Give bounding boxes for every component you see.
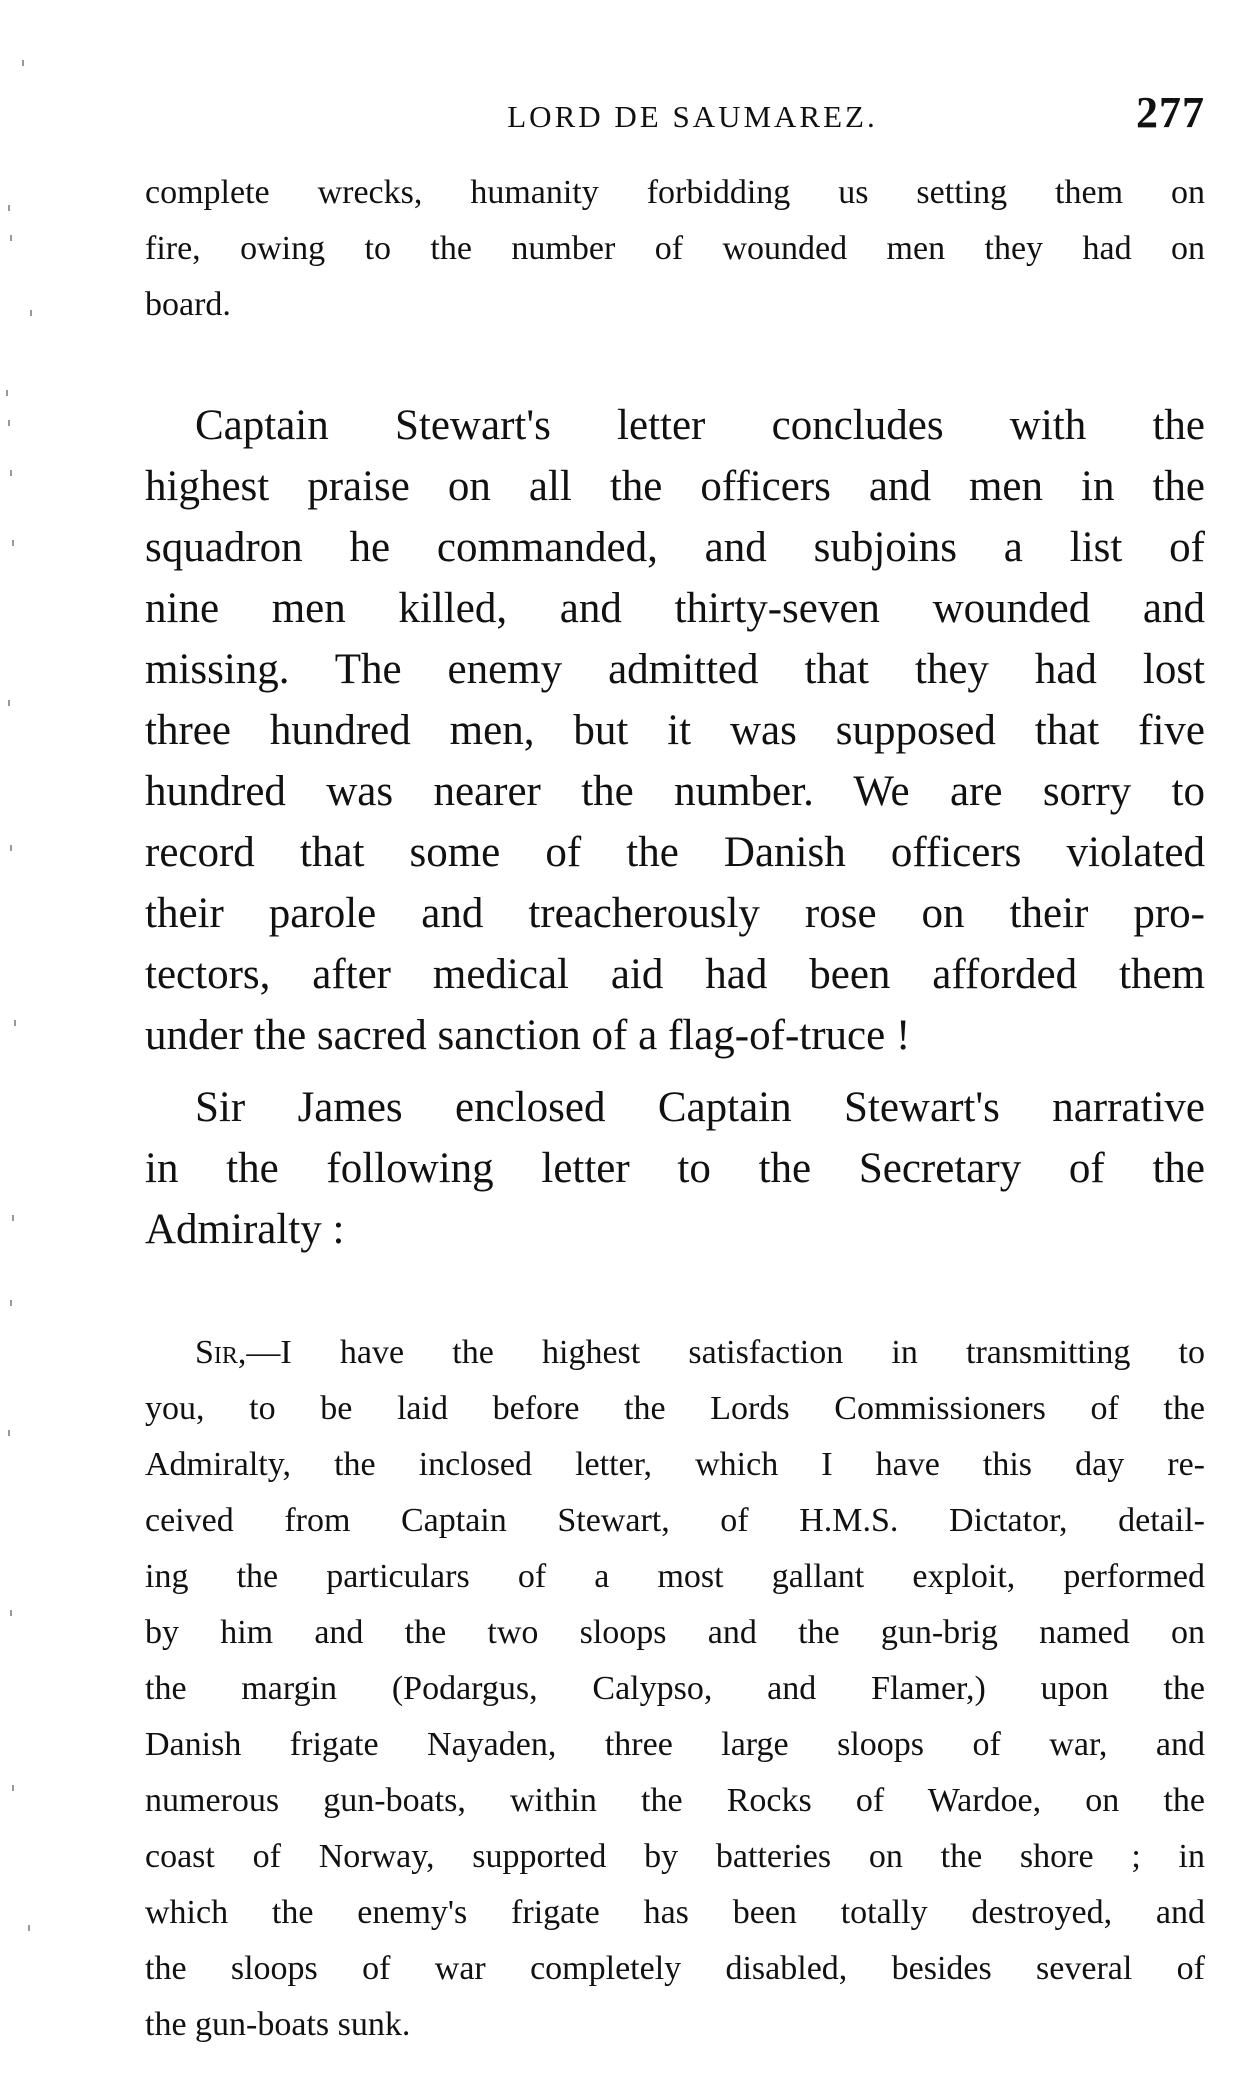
text-line: the sloops of war completely disabled, besides several of: [145, 1950, 1205, 1987]
narrative-paragraph: [145, 395, 1205, 1066]
speck: [8, 420, 10, 426]
speck: [8, 700, 10, 706]
page-number: 277: [1136, 88, 1205, 137]
text-line: you, to be laid before the Lords Commissioners of the: [145, 1390, 1205, 1427]
text-line: under the sacred sanction of a flag-of-truce !: [145, 1012, 911, 1059]
text-line: hundred was nearer the number. We are sorry to: [145, 768, 1205, 815]
text-line: coast of Norway, supported by batteries on the shore ; in: [145, 1838, 1205, 1875]
speck: [10, 235, 12, 241]
text-line: their parole and treacherously rose on their pro-: [145, 890, 1205, 937]
text-line: the gun-boats sunk.: [145, 2006, 411, 2043]
text-line: Captain Stewart's letter concludes with the: [195, 402, 1205, 449]
speck: [10, 470, 12, 476]
text-line: ceived from Captain Stewart, of H.M.S. Dictator, detail-: [145, 1502, 1205, 1539]
text-line: numerous gun-boats, within the Rocks of Wardoe, on the: [145, 1782, 1205, 1819]
text-line: by him and the two sloops and the gun-brig named on: [145, 1614, 1205, 1651]
speck: [8, 205, 10, 211]
text-line: ing the particulars of a most gallant exploit, performed: [145, 1558, 1205, 1595]
letter-first-line: [145, 1325, 1205, 1381]
quoted-letter: [145, 1325, 1205, 2053]
speck: [14, 1020, 16, 1026]
text-line: Admiralty :: [145, 1206, 345, 1253]
text-line: three hundred men, but it was supposed that five: [145, 707, 1205, 754]
text-line: missing. The enemy admitted that they had lost: [145, 646, 1205, 693]
speck: [28, 1925, 30, 1931]
text-line: highest praise on all the officers and men in the: [145, 463, 1205, 510]
text-line: in the following letter to the Secretary of the: [145, 1145, 1205, 1192]
speck: [10, 1610, 12, 1616]
speck: [22, 60, 24, 66]
text-line: tectors, after medical aid had been afforded them: [145, 951, 1205, 998]
speck: [12, 540, 14, 546]
letter-salutation: Sir,: [195, 1334, 247, 1371]
speck: [30, 310, 32, 316]
text-line: fire, owing to the number of wounded men they had on: [145, 230, 1205, 267]
speck: [8, 1430, 10, 1436]
intro-paragraph: [145, 1077, 1205, 1260]
text-line: Admiralty, the inclosed letter, which I have this day re-: [145, 1446, 1205, 1483]
speck: [12, 1215, 14, 1221]
text-line: board.: [145, 286, 231, 323]
continuation-paragraph: [145, 165, 1205, 333]
text-line: nine men killed, and thirty-seven wounded and: [145, 585, 1205, 632]
speck: [10, 1300, 12, 1306]
text-line: record that some of the Danish officers violated: [145, 829, 1205, 876]
text-line: the margin (Podargus, Calypso, and Flamer,) upon the: [145, 1670, 1205, 1707]
running-header: [140, 85, 1205, 145]
speck: [10, 845, 12, 851]
text-line: squadron he commanded, and subjoins a list of: [145, 524, 1205, 571]
text-line: Danish frigate Nayaden, three large sloops of war, and: [145, 1726, 1205, 1763]
binding-edge-specks: [0, 0, 40, 2083]
speck: [12, 1785, 14, 1791]
text-line: which the enemy's frigate has been totally destroyed, and: [145, 1894, 1205, 1931]
running-title: LORD DE SAUMAREZ.: [507, 99, 878, 134]
text-line: complete wrecks, humanity forbidding us setting them on: [145, 174, 1205, 211]
text-line: Sir James enclosed Captain Stewart's narrative: [195, 1084, 1205, 1131]
letter-first-line-text: —I have the highest satisfaction in transmitting to: [246, 1334, 1205, 1371]
speck: [6, 390, 8, 396]
